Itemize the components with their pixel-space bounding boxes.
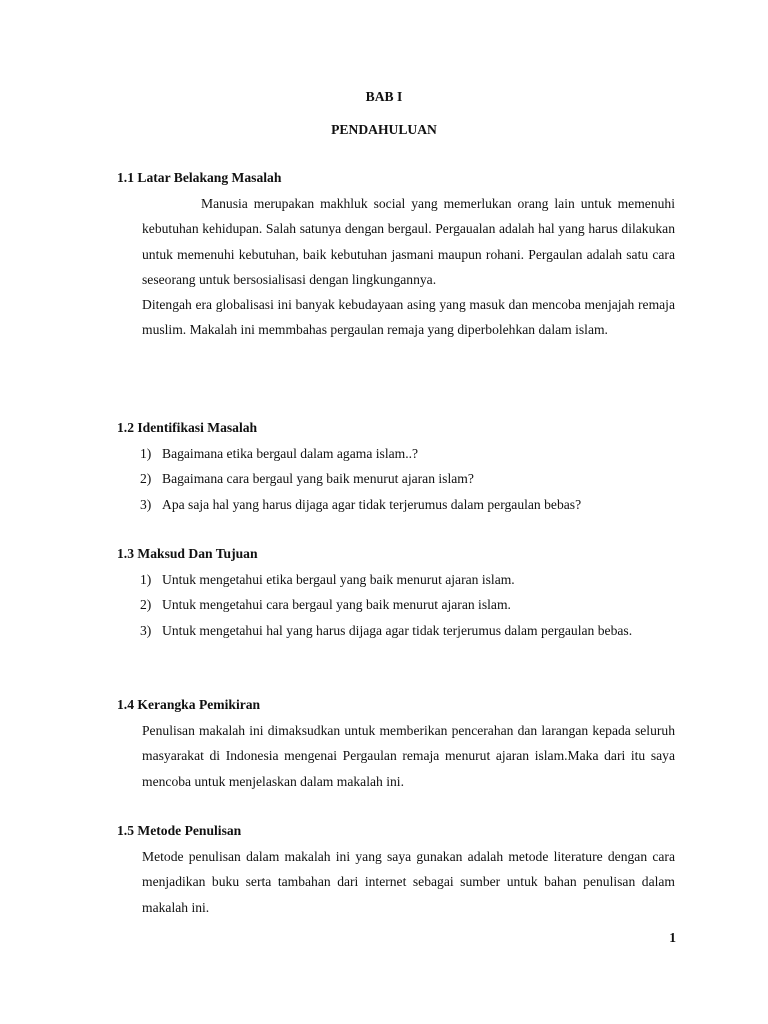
section-heading: 1.2 Identifikasi Masalah xyxy=(117,420,258,435)
section-metode-penulisan xyxy=(117,821,675,920)
list-text: Untuk mengetahui cara bergaul yang baik menurut ajaran islam. xyxy=(162,597,511,613)
list-item xyxy=(117,441,675,466)
page-number: 1 xyxy=(669,930,676,945)
numbered-list xyxy=(117,567,675,643)
list-number: 2) xyxy=(140,471,152,487)
list-item xyxy=(117,567,675,592)
section-heading: 1.5 Metode Penulisan xyxy=(117,823,242,838)
list-number: 2) xyxy=(140,597,152,613)
paragraph: Manusia merupakan makhluk social yang memerlukan orang lain untuk memenuhi kebutuhan kehidupan. Salah satunya dengan bergaul. Pergaualan adalah hal yang harus dilakukan untuk memenuhi kebutuhan, baik kebutuhan jasmani maupun rohani. Pergaulan adalah satu cara seseorang untuk bersosialisasi dengan lingkungannya. xyxy=(142,196,675,287)
list-number: 1) xyxy=(140,446,152,461)
section-heading: 1.1 Latar Belakang Masalah xyxy=(117,170,282,185)
section-maksud-tujuan xyxy=(117,544,675,643)
section-heading: 1.3 Maksud Dan Tujuan xyxy=(117,546,258,561)
list-number: 1) xyxy=(140,572,152,587)
numbered-list xyxy=(117,441,675,517)
section-heading: 1.4 Kerangka Pemikiran xyxy=(117,697,261,712)
list-text: Bagaimana cara bergaul yang baik menurut ajaran islam? xyxy=(162,471,474,487)
list-text: Apa saja hal yang harus dijaga agar tidak terjerumus dalam pergaulan bebas? xyxy=(162,496,582,512)
list-number: 3) xyxy=(140,622,152,638)
chapter-label: BAB I xyxy=(365,89,403,104)
list-text: Untuk mengetahui hal yang harus dijaga agar tidak terjerumus dalam pergaulan bebas. xyxy=(162,622,633,638)
list-item xyxy=(117,492,675,517)
list-text: Untuk mengetahui etika bergaul yang baik menurut ajaran islam. xyxy=(162,572,515,587)
section-kerangka-pemikiran xyxy=(117,695,675,794)
chapter-title: PENDAHULUAN xyxy=(331,122,437,137)
list-number: 3) xyxy=(140,496,152,512)
list-item xyxy=(117,592,675,617)
list-item xyxy=(117,618,675,643)
section-identifikasi-masalah xyxy=(117,418,675,517)
list-text: Bagaimana etika bergaul dalam agama islam..? xyxy=(162,446,419,461)
paragraph: Metode penulisan dalam makalah ini yang saya gunakan adalah metode literature dengan cara menjadikan buku serta tambahan dari internet sebagai sumber untuk bahan penulisan dalam makalah ini. xyxy=(142,849,675,915)
section-latar-belakang xyxy=(117,168,675,343)
paragraph: Ditengah era globalisasi ini banyak kebudayaan asing yang masuk dan mencoba menjajah remaja muslim. Makalah ini memmbahas pergaulan remaja yang diperbolehkan dalam islam. xyxy=(142,297,675,338)
paragraph: Penulisan makalah ini dimaksudkan untuk memberikan pencerahan dan larangan kepada seluruh masyarakat di Indonesia mengenai Pergaulan remaja menurut ajaran islam.Maka dari itu saya mencoba untuk menjelaskan dalam makalah ini. xyxy=(142,723,675,789)
list-item xyxy=(117,466,675,491)
